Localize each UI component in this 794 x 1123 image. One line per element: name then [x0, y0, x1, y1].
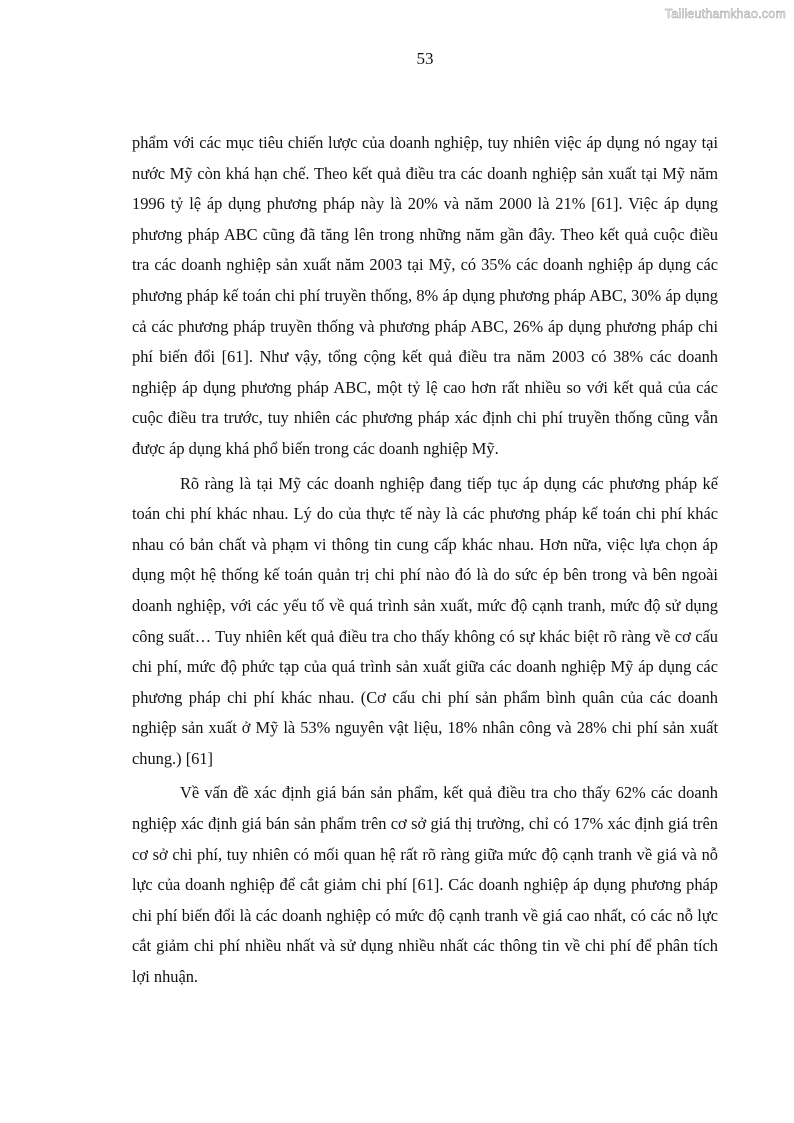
paragraph: Rõ ràng là tại Mỹ các doanh nghiệp đang tiếp tục áp dụng các phương pháp kế toán chi phí khác nhau. Lý do của thực tế này là các phương pháp kế toán chi phí khác nhau có bản chất và phạm vi thông tin cung cấp khác nhau. Hơn nữa, việc lựa chọn áp dụng một hệ thống kế toán quản trị chi phí nào đó là do sức ép bên trong và bên ngoài doanh nghiệp, với các yếu tố về quá trình sản xuất, mức độ cạnh tranh, mức độ sử dụng công suất… Tuy nhiên kết quả điều tra cho thấy không có sự khác biệt rõ ràng về cơ cấu chi phí, mức độ phức tạp của quá trình sản xuất giữa các doanh nghiệp Mỹ áp dụng các phương pháp chi phí khác nhau. (Cơ cấu chi phí sản phẩm bình quân của các doanh nghiệp sản xuất ở Mỹ là 53% nguyên vật liệu, 18% nhân công và 28% chi phí sản xuất chung.) [61] — [132, 473, 718, 768]
page-number: 53 — [416, 49, 434, 68]
paragraph: Về vấn đề xác định giá bán sản phẩm, kết quả điều tra cho thấy 62% các doanh nghiệp xác định giá bán sản phẩm trên cơ sở giá thị trường, chỉ có 17% xác định giá trên cơ sở chi phí, tuy nhiên có mối quan hệ rất rõ ràng giữa mức độ cạnh tranh về giá và nỗ lực của doanh nghiệp để cắt giảm chi phí [61]. Các doanh nghiệp áp dụng phương pháp chi phí biến đổi là các doanh nghiệp có mức độ cạnh tranh về giá cao nhất, có các nỗ lực cắt giảm chi phí nhiều nhất và sử dụng nhiều nhất các thông tin về chi phí để phân tích lợi nhuận. — [132, 783, 718, 987]
document-body — [132, 128, 718, 997]
watermark: Tailieuthamkhao.com — [664, 7, 786, 21]
paragraph-continuation: phẩm với các mục tiêu chiến lược của doanh nghiệp, tuy nhiên việc áp dụng nó ngay tại nước Mỹ còn khá hạn chế. Theo kết quả điều tra các doanh nghiệp sản xuất tại Mỹ năm 1996 tỷ lệ áp dụng phương pháp này là 20% và năm 2000 là 21% [61]. Việc áp dụng phương pháp ABC cũng đã tăng lên trong những năm gần đây. Theo kết quả cuộc điều tra các doanh nghiệp sản xuất năm 2003 tại Mỹ, có 35% các doanh nghiệp áp dụng các phương pháp kế toán chi phí truyền thống, 8% áp dụng phương pháp ABC, 30% áp dụng cả các phương pháp truyền thống và phương pháp ABC, 26% áp dụng phương pháp chi phí biến đổi [61]. Như vậy, tổng cộng kết quả điều tra năm 2003 có 38% các doanh nghiệp áp dụng phương pháp ABC, một tỷ lệ cao hơn rất nhiều so với kết quả của các cuộc điều tra trước, tuy nhiên các phương pháp xác định chi phí truyền thống cũng vẫn được áp dụng khá phổ biến trong các doanh nghiệp Mỹ. — [132, 133, 718, 458]
